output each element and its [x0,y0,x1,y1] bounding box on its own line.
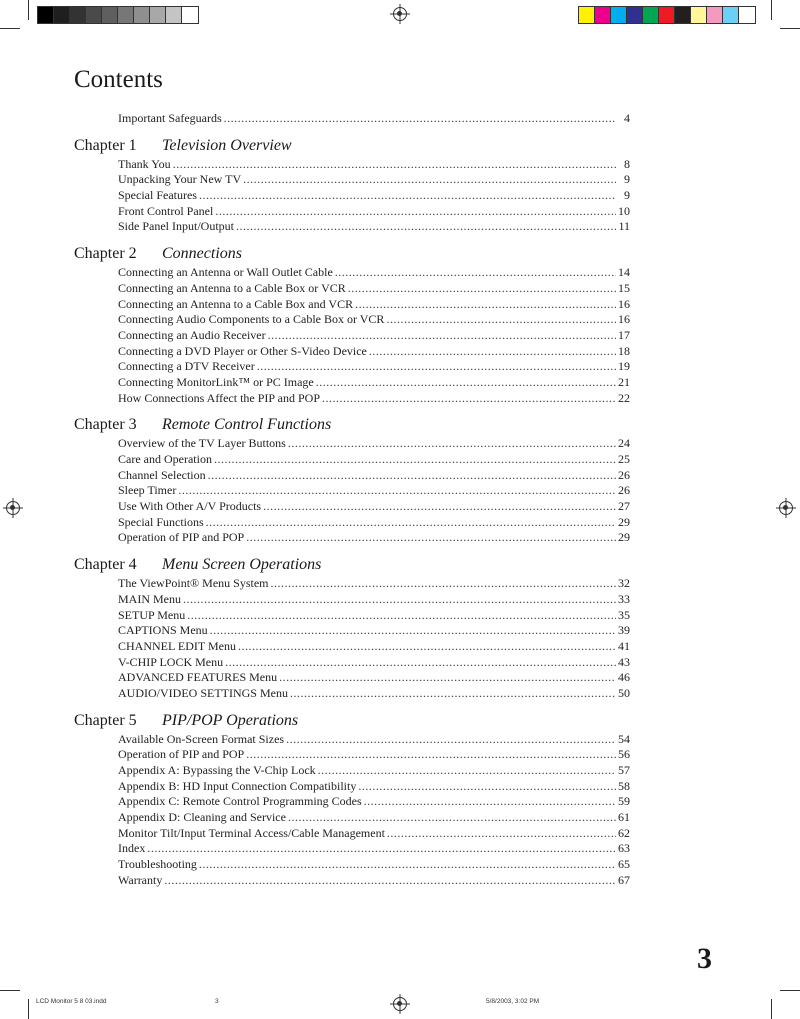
registration-mark-icon [393,7,407,21]
toc-entry-label: Appendix D: Cleaning and Service [118,810,286,825]
chapter-number: Chapter 4 [74,556,137,574]
toc-entry-label: Side Panel Input/Output [118,219,234,234]
toc-entry [74,794,630,810]
dot-leader [279,670,616,685]
registration-mark-icon [779,501,793,515]
toc-entry-page: 63 [618,841,630,856]
dot-leader [322,391,616,406]
toc-entry-page: 17 [618,327,630,342]
toc-entry-label: Important Safeguards [118,111,222,125]
toc-entry [74,826,630,842]
dot-leader [224,111,616,126]
crop-mark [0,28,20,29]
toc-entry [74,499,630,515]
slug-date: 5/8/2003, 3:02 PM [486,998,540,1005]
toc-entry [74,204,630,220]
color-swatch [54,7,70,23]
dot-leader [225,655,616,670]
toc-entry-label: Connecting MonitorLink™ or PC Image [118,374,314,389]
slug-page: 3 [215,998,219,1005]
toc-entry-page: 16 [618,296,630,311]
toc-entry-label: Sleep Timer [118,483,177,498]
toc-entry-label: CHANNEL EDIT Menu [118,638,236,653]
toc-entry [74,359,630,375]
toc-entry-page: 26 [618,483,630,498]
color-swatch [182,7,198,23]
dot-leader [199,857,616,872]
toc-entry [74,857,630,873]
dot-leader [348,281,616,296]
toc-entry [74,188,630,204]
dot-leader [268,328,616,343]
color-swatch [70,7,86,23]
dot-leader [335,265,616,280]
toc-entry-label: Operation of PIP and POP [118,747,245,762]
toc-entry-page: 32 [618,576,630,591]
color-swatch [675,7,691,23]
slug-filename: LCD Monitor 5 8 03.indd [36,998,107,1005]
dot-leader [243,172,616,187]
toc-entry-page: 10 [618,203,630,218]
color-swatch [627,7,643,23]
toc-entry-page: 33 [618,591,630,606]
chapter-number: Chapter 2 [74,245,137,263]
toc-entry [74,265,630,281]
toc-entry [74,841,630,857]
toc-entry-page: 27 [618,499,630,514]
dot-leader [187,608,616,623]
toc-entry [74,375,630,391]
dot-leader [178,483,616,498]
toc-entry [74,172,630,188]
toc-entry [74,763,630,779]
toc-entry [74,515,630,531]
color-swatch [166,7,182,23]
toc-entry-page: 62 [618,825,630,840]
crop-mark [771,0,772,20]
color-swatch [691,7,707,23]
toc-entry [74,608,630,624]
dot-leader [199,188,616,203]
chapter-list [74,137,630,889]
toc-entry [74,779,630,795]
toc-entry-page: 19 [618,359,630,374]
dot-leader [288,436,616,451]
toc-entry [74,452,630,468]
color-swatch [118,7,134,23]
dot-leader [290,686,616,701]
dot-leader [318,763,616,778]
color-swatch [38,7,54,23]
toc-entry-page: 61 [618,810,630,825]
toc-entry-label: Warranty [118,872,163,887]
toc-entry [74,111,630,127]
chapter-heading [74,416,630,436]
toc-entry-label: Connecting a DTV Receiver [118,359,255,374]
toc-entry [74,670,630,686]
toc-entry [74,344,630,360]
dot-leader [214,452,616,467]
toc-entry-page: 22 [618,390,630,405]
toc-entry-page: 54 [618,731,630,746]
color-swatch [739,7,755,23]
dot-leader [246,747,616,762]
crop-mark [771,999,772,1019]
toc-entry-page: 29 [618,514,630,529]
dot-leader [208,468,616,483]
toc-entry [74,297,630,313]
dot-leader [236,219,616,234]
dot-leader [369,344,616,359]
color-swatch [595,7,611,23]
toc-entry-page: 8 [624,156,630,171]
dot-leader [386,312,616,327]
dot-leader [246,530,616,545]
toc-entry-page: 15 [618,280,630,295]
chapter-number: Chapter 5 [74,711,137,729]
chapter-number: Chapter 1 [74,136,137,154]
chapter-heading [74,712,630,732]
toc-entry-label: Connecting an Antenna or Wall Outlet Cable [118,265,333,280]
dot-leader [215,204,616,219]
toc-entry-label: Connecting an Audio Receiver [118,327,266,342]
toc-entry [74,810,630,826]
color-swatch [659,7,675,23]
toc-entry-label: Overview of the TV Layer Buttons [118,436,286,451]
toc-entry-label: CAPTIONS Menu [118,623,208,638]
toc-entry [74,328,630,344]
toc-entry-label: Connecting a DVD Player or Other S-Video Device [118,343,367,358]
toc-entry [74,157,630,173]
toc-entry-page: 56 [618,747,630,762]
toc-entry [74,468,630,484]
toc-entry-page: 11 [618,219,630,234]
toc-entry-label: How Connections Affect the PIP and POP [118,390,320,405]
toc-entry-label: Connecting an Antenna to a Cable Box or VCR [118,280,346,295]
toc-entry [74,576,630,592]
chapter-heading [74,137,630,157]
toc-entry-label: SETUP Menu [118,607,186,622]
process-color-bar [578,6,756,24]
toc-entry-page: 67 [618,872,630,887]
color-swatch [150,7,166,23]
crop-mark [780,990,800,991]
toc-entry-label: Appendix A: Bypassing the V-Chip Lock [118,763,316,777]
toc-entry [74,530,630,546]
toc-entry [74,623,630,639]
chapter-title: Remote Control Functions [162,416,332,434]
dot-leader [364,794,616,809]
toc-entry-label: Index [118,841,146,856]
color-swatch [134,7,150,23]
toc-entry [74,219,630,235]
toc-entry-page: 26 [618,467,630,482]
toc-entry-page: 4 [624,111,630,125]
toc-entry-label: Use With Other A/V Products [118,499,262,514]
table-of-contents [74,111,630,889]
toc-entry-label: Thank You [118,156,171,171]
chapter-title: PIP/POP Operations [162,711,299,729]
toc-entry-label: Connecting an Antenna to a Cable Box and VCR [118,296,354,311]
toc-entry-page: 35 [618,607,630,622]
toc-entry-label: ADVANCED FEATURES Menu [118,670,278,685]
toc-entry-page: 58 [618,778,630,793]
dot-leader [183,592,616,607]
toc-entry [74,639,630,655]
toc-entry-label: The ViewPoint® Menu System [118,576,269,591]
color-swatch [707,7,723,23]
toc-entry-page: 18 [618,343,630,358]
toc-entry [74,686,630,702]
crop-mark [780,28,800,29]
dot-leader [358,779,616,794]
crop-mark [0,990,20,991]
toc-entry-label: Special Features [118,188,197,203]
toc-entry-label: Special Functions [118,514,204,529]
toc-entry [74,873,630,889]
chapter-heading [74,245,630,265]
toc-entry-label: Connecting Audio Components to a Cable Box or VCR [118,312,385,327]
dot-leader [263,499,616,514]
color-swatch [86,7,102,23]
dot-leader [164,873,616,888]
toc-entry-label: Unpacking Your New TV [118,172,242,187]
chapter-title: Menu Screen Operations [162,556,322,574]
crop-mark [28,0,29,20]
toc-entry-label: MAIN Menu [118,591,181,606]
toc-entry-label: Care and Operation [118,452,212,466]
toc-entry-page: 41 [618,638,630,653]
dot-leader [206,515,616,530]
toc-entry-label: AUDIO/VIDEO SETTINGS Menu [118,685,288,700]
registration-mark-icon [393,997,407,1011]
toc-entry-label: Troubleshooting [118,857,197,872]
chapter-number: Chapter 3 [74,416,137,434]
dot-leader [387,826,616,841]
dot-leader [286,732,616,747]
toc-entry-label: Front Control Panel [118,203,214,218]
toc-entry-page: 25 [618,452,630,466]
toc-entry-label: Appendix B: HD Input Connection Compatibility [118,778,357,793]
dot-leader [238,639,616,654]
dot-leader [316,375,616,390]
toc-entry-label: V-CHIP LOCK Menu [118,654,224,669]
toc-entry-label: Channel Selection [118,467,206,482]
toc-entry-label: Monitor Tilt/Input Terminal Access/Cable Management [118,825,385,840]
color-swatch [643,7,659,23]
grayscale-color-bar [37,6,199,24]
toc-entry [74,592,630,608]
toc-entry-page: 14 [618,265,630,280]
toc-entry-page: 29 [618,530,630,545]
dot-leader [147,841,616,856]
chapter-title: Connections [162,245,242,263]
toc-entry-label: Operation of PIP and POP [118,530,245,545]
toc-entry [74,732,630,748]
toc-entry-page: 59 [618,794,630,809]
toc-entry [74,655,630,671]
toc-entry-label: Available On-Screen Format Sizes [118,731,285,746]
toc-entry-page: 24 [618,436,630,451]
page-number: 3 [697,942,712,975]
toc-entry [74,281,630,297]
toc-entry-page: 21 [618,374,630,389]
dot-leader [355,297,616,312]
intro-entries [74,111,630,127]
toc-entry-page: 46 [618,670,630,685]
chapter-title: Television Overview [162,136,292,154]
toc-entry-page: 16 [618,312,630,327]
chapter-heading [74,556,630,576]
color-swatch [579,7,595,23]
dot-leader [173,157,616,172]
color-swatch [102,7,118,23]
toc-entry [74,436,630,452]
color-swatch [611,7,627,23]
toc-entry [74,747,630,763]
registration-mark-icon [6,501,20,515]
dot-leader [210,623,616,638]
toc-entry-page: 9 [624,172,630,187]
dot-leader [271,576,616,591]
toc-entry [74,312,630,328]
toc-entry-page: 9 [624,188,630,203]
toc-entry-page: 43 [618,654,630,669]
toc-entry [74,483,630,499]
crop-mark [28,999,29,1019]
page-title: Contents [74,66,163,93]
toc-entry-label: Appendix C: Remote Control Programming Codes [118,794,362,809]
toc-entry-page: 50 [618,685,630,700]
toc-entry [74,391,630,407]
dot-leader [257,359,616,374]
color-swatch [723,7,739,23]
toc-entry-page: 57 [618,763,630,777]
toc-entry-page: 39 [618,623,630,638]
toc-entry-page: 65 [618,857,630,872]
dot-leader [288,810,616,825]
